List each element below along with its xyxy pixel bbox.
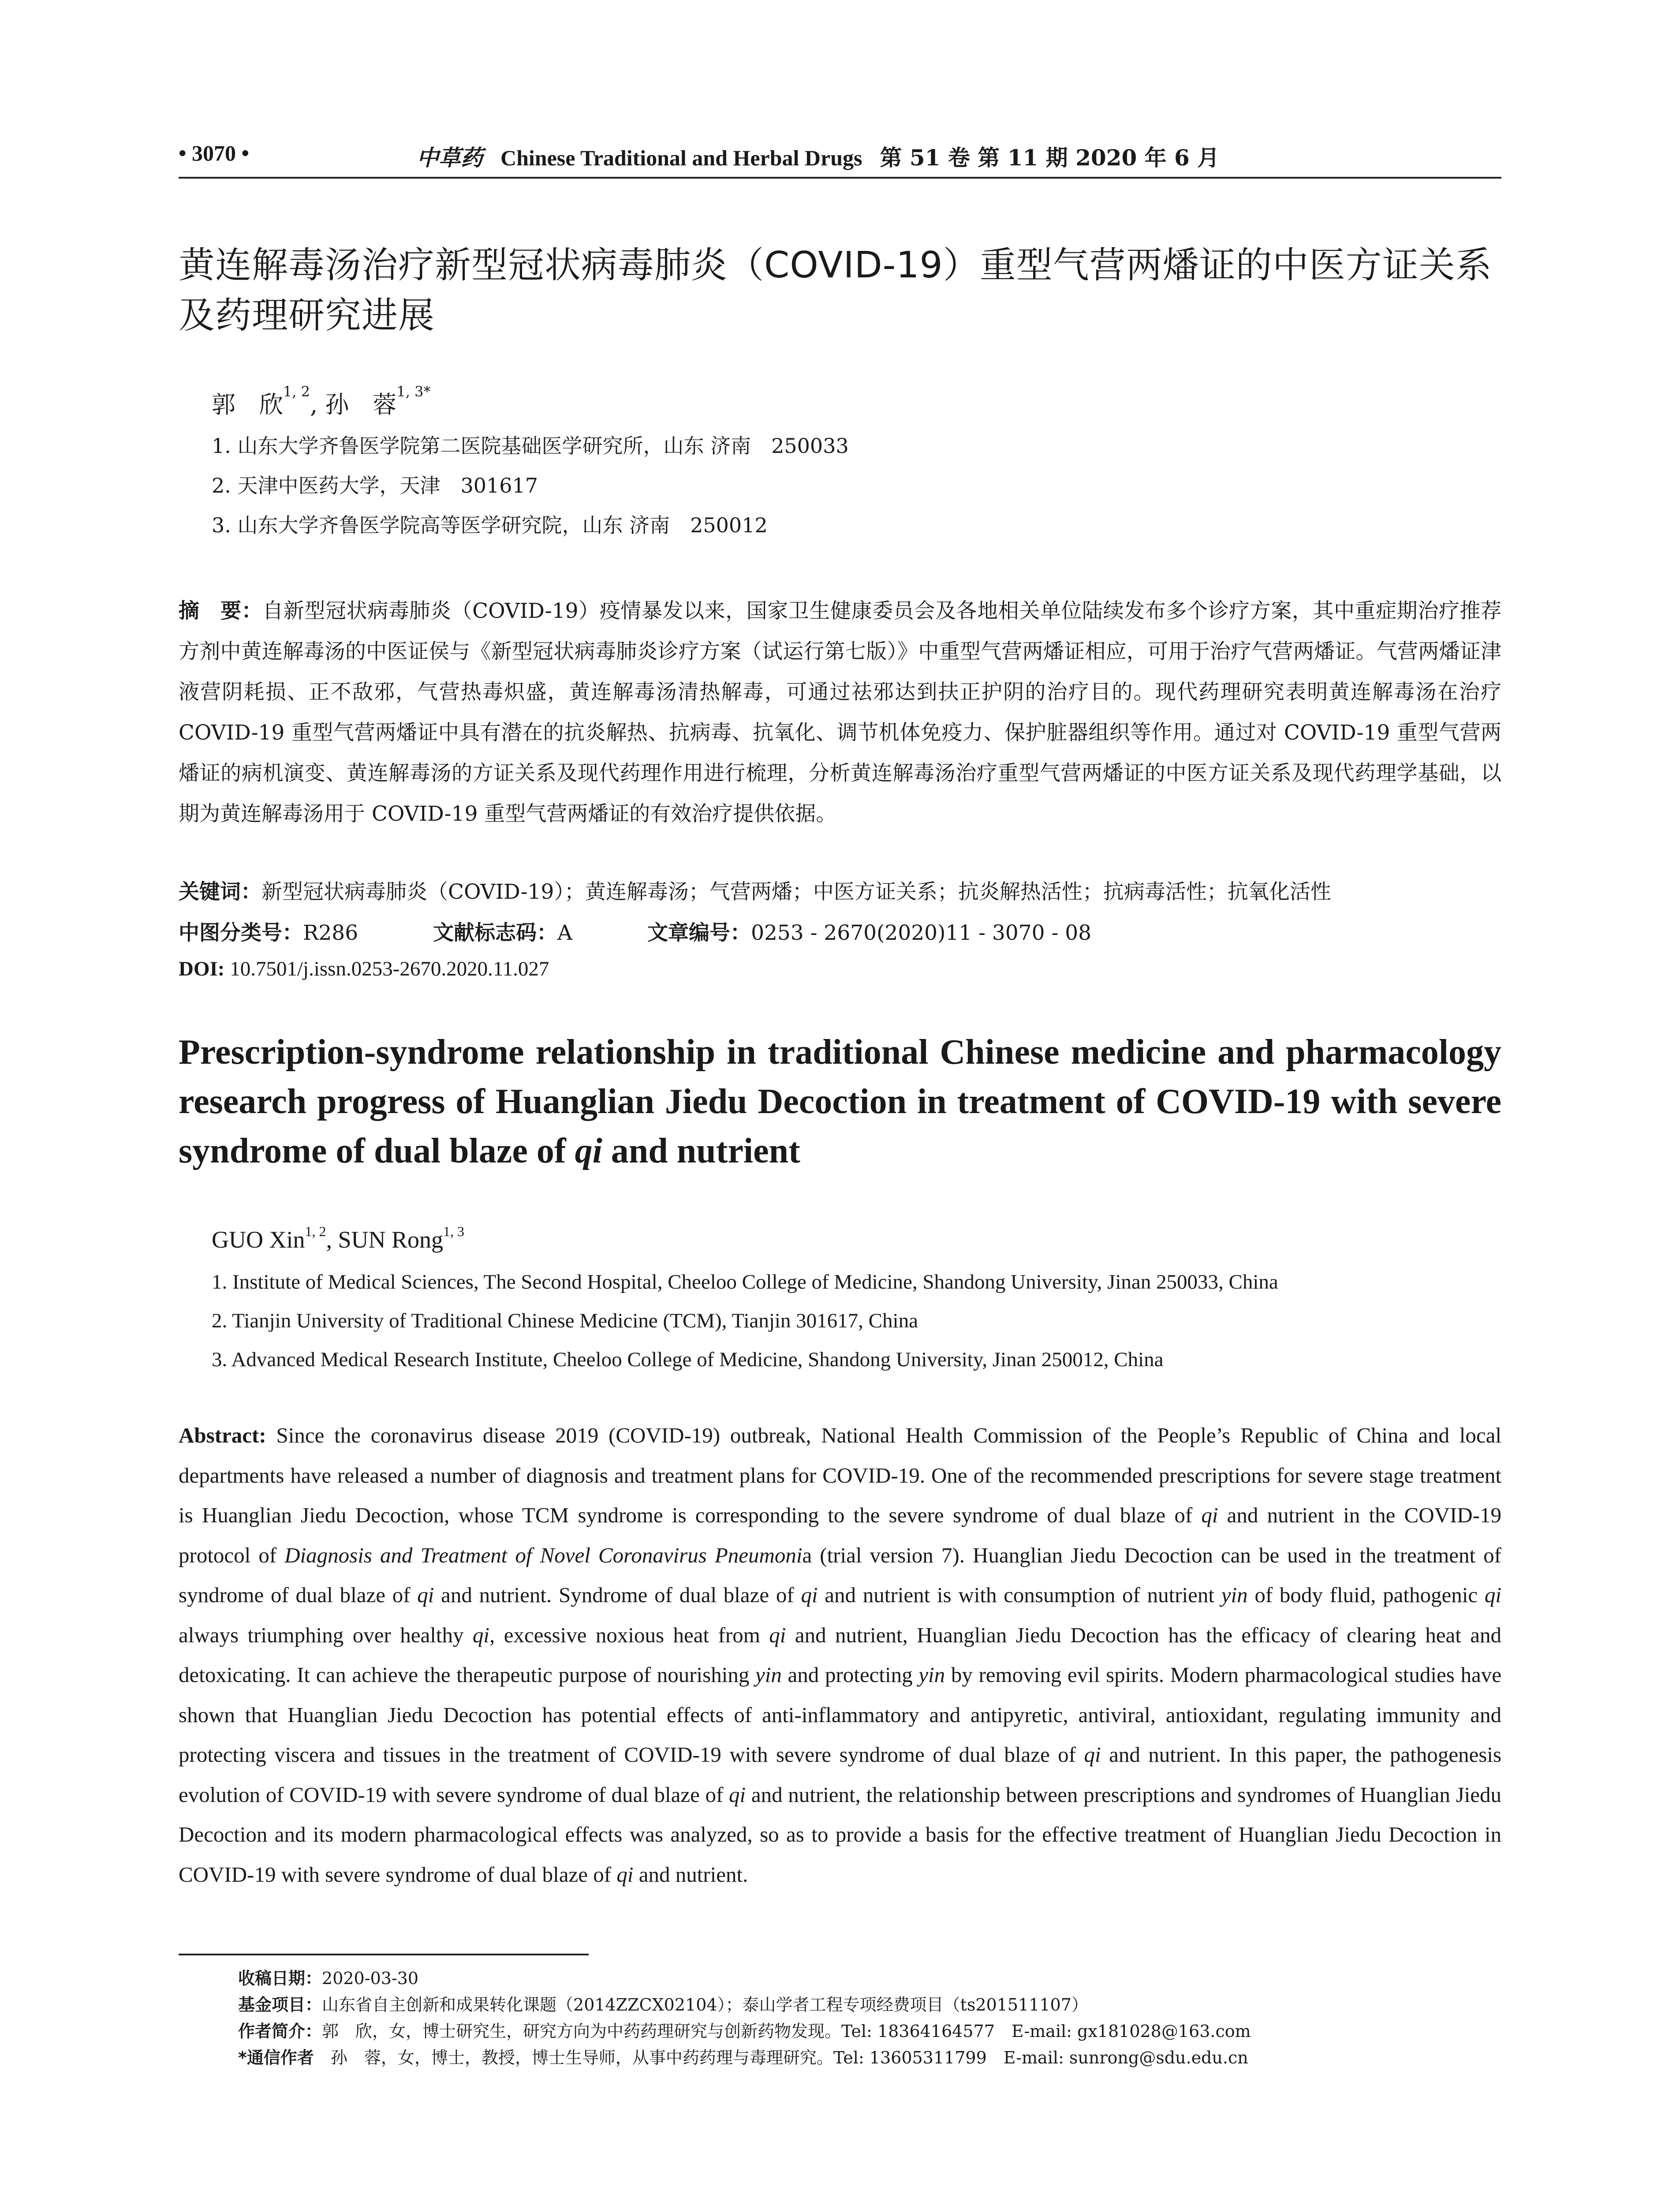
keywords-label: 关键词： [179,880,261,904]
author-name: SUN Rong [338,1226,444,1253]
abstract-en-text: Since the coronavirus disease 2019 (COVID-19) outbreak, National Health Commission of the People’s Republic of China and local departments have released a number of diagnosis and treatment plans for COVID-19. One of the recommended prescriptions for severe stage treatment is Huanglian Jiedu Decoction, whose TCM syndrome is corresponding to the severe syndrome of dual blaze of [179,1423,1501,1527]
abstract-en-text: of body fluid, pathogenic [1247,1583,1485,1607]
author-bio-label: 作者简介： [238,2022,322,2041]
author-separator: , [310,391,325,419]
abstract-en [179,1416,1501,1895]
volume-issue: 第 51 卷 第 11 期 2020 年 6 月 [880,145,1220,171]
article-no-value: 0253 - 2670(2020)11 - 3070 - 08 [751,921,1092,945]
fund-label: 基金项目： [238,1995,322,2014]
article-no-label: 文章编号： [647,921,751,945]
header-rule [179,177,1501,179]
affiliation-en-2: 2. Tianjin University of Traditional Chinese Medicine (TCM), Tianjin 301617, China [212,1309,918,1332]
clc-label: 中图分类号： [179,921,303,945]
title-en-text: Prescription-syndrome relationship in traditional Chinese medicine and pharmacology research progress of Huanglian Jiedu Decoction in treatment of COVID-19 with severe syndrome of dual blaze of [179,1033,1501,1170]
journal-name-en: Chinese Traditional and Herbal Drugs [500,146,862,170]
author-affil-mark: 1, 2 [283,383,310,400]
running-header [179,140,1501,176]
affiliation-cn-3: 3. 山东大学齐鲁医学院高等医学研究院，山东 济南 250012 [212,513,768,537]
author-affil-mark: 1, 3 [443,1223,465,1239]
abstract-en-italic: qi [729,1782,746,1807]
doc-code-value: A [557,921,573,945]
abstract-en-text: and nutrient. In this paper, the pathogenesis evolution of COVID-19 with severe syndrome of dual blaze of [179,1742,1501,1807]
author-affil-mark: 1, 3* [396,383,431,400]
abstract-en-text: and nutrient. [633,1862,748,1887]
abstract-en-text: always triumphing over healthy [179,1622,473,1647]
abstract-en-italic: qi [616,1862,634,1887]
keywords-cn [179,875,1331,905]
abstract-en-italic: qi [1484,1583,1501,1607]
doi-value: 10.7501/j.issn.0253-2670.2020.11.027 [230,957,549,980]
abstract-en-text: by removing evil spirits. Modern pharmacological studies have shown that Huanglian Jiedu Decoction has potential effects of anti-inflammatory and antipyretic, antiviral, antioxidant, regulating immunity and protecting viscera and tissues in the treatment of COVID-19 with severe syndrome of dual blaze of [179,1663,1502,1767]
abstract-en-italic: qi [1084,1742,1101,1767]
abstract-en-text: and nutrient is with consumption of nutrient [818,1583,1221,1607]
journal-name-cn: 中草药 [417,145,483,171]
abstract-en-text: a (trial version 7). Huanglian Jiedu Decoction can be used in the treatment of syndrome of dual blaze of [179,1543,1501,1607]
abstract-en-text: and nutrient, Huanglian Jiedu Decoction has the efficacy of clearing heat and detoxicating. It can achieve the therapeutic purpose of nourishing [179,1622,1502,1687]
abstract-en-italic: qi [417,1583,434,1607]
abstract-en-text: and nutrient, the relationship between prescriptions and syndromes of Huanglian Jiedu Decoction and its modern pharmacological effects was analyzed, so as to provide a basis for the effective treatment of Huanglian Jiedu Decoction in COVID-19 with severe syndrome of dual blaze of [179,1782,1502,1887]
abstract-en-text: and nutrient. Syndrome of dual blaze of [434,1583,801,1607]
authors-en [212,1223,465,1253]
fund-text: 山东省自主创新和成果转化课题（2014ZZCX02104）；泰山学者工程专项经费项目（ts201511107） [322,1995,1088,2014]
abstract-en-text: and nutrient in the COVID-19 protocol of [179,1503,1502,1567]
corresponding-label: *通信作者 [238,2048,314,2067]
footnote-corresponding [238,2044,1248,2068]
footnote-fund [238,1991,1088,2015]
abstract-cn-label: 摘 要： [179,599,263,623]
abstract-cn-text: 自新型冠状病毒肺炎（COVID-19）疫情暴发以来，国家卫生健康委员会及各地相关单位陆续发布多个诊疗方案，其中重症期治疗推荐方剂中黄连解毒汤的中医证侯与《新型冠状病毒肺炎诊疗方案（试运行第七版）》中重型气营两燔证相应，可用于治疗气营两燔证。气营两燔证津液营阴耗损、正不敌邪，气营热毒炽盛，黄连解毒汤清热解毒，可通过祛邪达到扶正护阴的治疗目的。现代药理研究表明黄连解毒汤在治疗 COVID-19 重型气营两燔证中具有潜在的抗炎解热、抗病毒、抗氧化、调节机体免疫力、保护脏器组织等作用。通过对 COVID-19 重型气营两燔证的病机演变、黄连解毒汤的方证关系及现代药理作用进行梳理，分析黄连解毒汤治疗重型气营两燔证的中医方证关系及现代药理学基础，以期为黄连解毒汤用于 COVID-19 重型气营两燔证的有效治疗提供依据。 [179,599,1502,826]
author-name: GUO Xin [212,1226,305,1253]
corresponding-text: 孙 蓉，女，博士，教授，博士生导师，从事中药药理与毒理研究。Tel: 13605311799 E-mail: sunrong@sdu.edu.cn [314,2048,1248,2067]
abstract-en-italic: qi [472,1622,490,1647]
doi-label: DOI: [179,957,225,980]
title-en-text-end: and nutrient [602,1132,800,1170]
abstract-en-italic: qi [769,1622,786,1647]
abstract-cn [179,591,1501,834]
authors-cn [212,383,431,420]
received-label: 收稿日期： [238,1969,322,1988]
title-en [179,1028,1501,1176]
keywords-text: 新型冠状病毒肺炎（COVID-19）；黄连解毒汤；气营两燔；中医方证关系；抗炎解热活性；抗病毒活性；抗氧化活性 [261,880,1331,904]
footnote-rule [179,1954,589,1955]
footnote-author [238,2018,1251,2042]
page-number: • 3070 • [179,141,250,165]
abstract-en-italic: qi [801,1583,818,1607]
classification-line [179,916,1091,946]
journal-line [417,140,1219,172]
abstract-en-italic: yin [1221,1583,1248,1607]
received-date: 2020-03-30 [322,1969,419,1988]
abstract-en-text: , excessive noxious heat from [489,1622,769,1647]
author-affil-mark: 1, 2 [305,1223,326,1239]
doc-code-label: 文献标志码： [433,921,558,945]
author-name: 郭 欣 [212,391,283,419]
clc-value: R286 [303,921,358,945]
abstract-en-text: and protecting [781,1663,919,1687]
doi-line [179,957,549,981]
abstract-en-italic: qi [1201,1503,1218,1527]
author-separator: , [326,1226,338,1253]
affiliation-cn-2: 2. 天津中医药大学，天津 301617 [212,474,538,497]
author-bio-text: 郭 欣，女，博士研究生，研究方向为中药药理研究与创新药物发现。Tel: 18364164577 E-mail: gx181028@163.com [322,2022,1251,2041]
abstract-en-italic: yin [918,1663,945,1687]
title-cn: 黄连解毒汤治疗新型冠状病毒肺炎（COVID-19）重型气营两燔证的中医方证关系及药理研究进展 [179,244,1492,336]
abstract-en-italic: Diagnosis and Treatment of Novel Coronavirus Pneumoni [284,1543,803,1567]
abstract-en-italic: yin [755,1663,782,1687]
abstract-en-label: Abstract: [179,1423,266,1447]
author-name: 孙 蓉 [325,391,397,419]
affiliation-en-3: 3. Advanced Medical Research Institute, Cheeloo College of Medicine, Shandong University, Jinan 250012, China [212,1348,1164,1371]
title-en-qi: qi [575,1132,602,1170]
affiliation-en-1: 1. Institute of Medical Sciences, The Second Hospital, Cheeloo College of Medicine, Shandong University, Jinan 250033, China [212,1271,1278,1293]
affiliation-cn-1: 1. 山东大学齐鲁医学院第二医院基础医学研究所，山东 济南 250033 [212,434,849,458]
footnote-received [238,1965,418,1989]
